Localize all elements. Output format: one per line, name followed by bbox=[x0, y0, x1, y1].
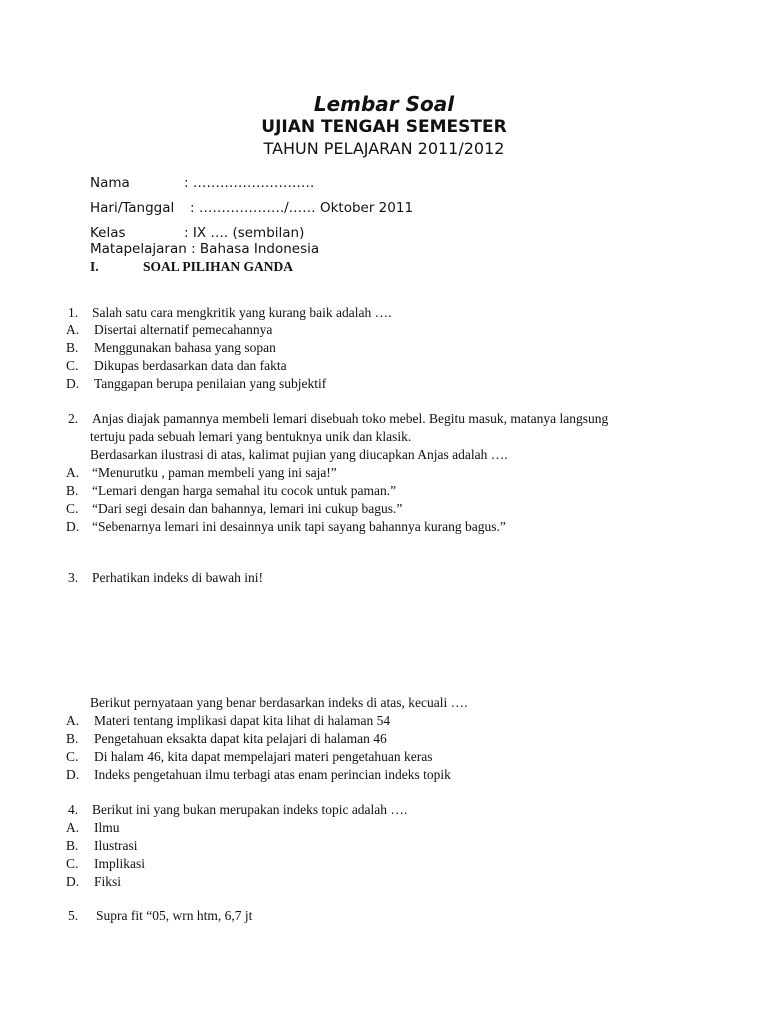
q3-number: 3. bbox=[68, 570, 79, 585]
q3-stem: Berikut pernyataan yang benar berdasarkan indeks di atas, kecuali …. bbox=[90, 695, 468, 710]
q3-option-letter: C. bbox=[66, 749, 79, 764]
q2-option-text: “Lemari dengan harga semahal itu cocok untuk paman.” bbox=[92, 483, 397, 498]
kelas-label: Kelas bbox=[90, 225, 126, 241]
q3-option-text: Indeks pengetahuan ilmu terbagi atas enam perincian indeks topik bbox=[94, 767, 451, 782]
section-title: SOAL PILIHAN GANDA bbox=[143, 259, 294, 274]
q4-option-letter: D. bbox=[66, 874, 80, 889]
q3-option-text: Materi tentang implikasi dapat kita lihat di halaman 54 bbox=[94, 713, 391, 728]
q2-option-text: “Dari segi desain dan bahannya, lemari ini cukup bagus.” bbox=[92, 501, 403, 516]
q2-option-letter: D. bbox=[66, 519, 80, 534]
q1-option-letter: A. bbox=[66, 322, 80, 337]
q5-number: 5. bbox=[68, 908, 79, 923]
q2-number: 2. bbox=[68, 411, 79, 426]
q4-option-letter: A. bbox=[66, 820, 80, 835]
q1-option-letter: C. bbox=[66, 358, 79, 373]
q3-option-letter: D. bbox=[66, 767, 80, 782]
q2-option-letter: C. bbox=[66, 501, 79, 516]
q2-text-line2: tertuju pada sebuah lemari yang bentuknya unik dan klasik. bbox=[90, 429, 412, 444]
q4-option-text: Ilustrasi bbox=[94, 838, 138, 853]
q4-option-text: Ilmu bbox=[94, 820, 120, 835]
kelas-value: : IX …. (sembilan) bbox=[184, 225, 305, 241]
q3-option-text: Pengetahuan eksakta dapat kita pelajari di halaman 46 bbox=[94, 731, 387, 746]
q2-stem: Berdasarkan ilustrasi di atas, kalimat pujian yang diucapkan Anjas adalah …. bbox=[90, 447, 508, 462]
q2-text-line1: Anjas diajak pamannya membeli lemari disebuah toko mebel. Begitu masuk, matanya langsung bbox=[92, 411, 609, 426]
q4-text: Berikut ini yang bukan merupakan indeks topic adalah …. bbox=[92, 802, 408, 817]
q1-option-letter: B. bbox=[66, 340, 79, 355]
q3-option-text: Di halam 46, kita dapat mempelajari materi pengetahuan keras bbox=[94, 749, 433, 764]
section-number: I. bbox=[90, 259, 99, 274]
academic-year: TAHUN PELAJARAN 2011/2012 bbox=[263, 139, 505, 158]
q4-option-letter: B. bbox=[66, 838, 79, 853]
q4-option-text: Implikasi bbox=[94, 856, 145, 871]
q4-number: 4. bbox=[68, 802, 79, 817]
q1-option-text: Menggunakan bahasa yang sopan bbox=[94, 340, 276, 355]
q4-option-text: Fiksi bbox=[94, 874, 122, 889]
q2-option-letter: A. bbox=[66, 465, 80, 480]
q1-option-text: Disertai alternatif pemecahannya bbox=[94, 322, 273, 337]
q2-option-text: “Sebenarnya lemari ini desainnya unik tapi sayang bahannya kurang bagus.” bbox=[92, 519, 506, 534]
q2-option-letter: B. bbox=[66, 483, 79, 498]
q4-option-letter: C. bbox=[66, 856, 79, 871]
nama-label: Nama bbox=[90, 175, 130, 191]
q3-option-letter: A. bbox=[66, 713, 80, 728]
q3-text: Perhatikan indeks di bawah ini! bbox=[92, 570, 263, 585]
q2-option-text: “Menurutku , paman membeli yang ini saja!” bbox=[92, 465, 337, 480]
hari-value: : ………………./…… Oktober 2011 bbox=[190, 200, 414, 216]
q3-option-letter: B. bbox=[66, 731, 79, 746]
exam-subtitle: UJIAN TENGAH SEMESTER bbox=[261, 117, 507, 137]
hari-label: Hari/Tanggal bbox=[90, 200, 175, 216]
q1-text: Salah satu cara mengkritik yang kurang baik adalah …. bbox=[92, 305, 392, 320]
q1-option-text: Tanggapan berupa penilaian yang subjektif bbox=[94, 376, 327, 391]
mapel-line: Matapelajaran : Bahasa Indonesia bbox=[90, 241, 320, 257]
q5-text: Supra fit “05, wrn htm, 6,7 jt bbox=[96, 908, 253, 923]
q1-number: 1. bbox=[68, 305, 79, 320]
document-title: Lembar Soal bbox=[313, 92, 455, 116]
q1-option-text: Dikupas berdasarkan data dan fakta bbox=[94, 358, 287, 373]
nama-value: : ……………………… bbox=[184, 175, 315, 191]
q1-option-letter: D. bbox=[66, 376, 80, 391]
